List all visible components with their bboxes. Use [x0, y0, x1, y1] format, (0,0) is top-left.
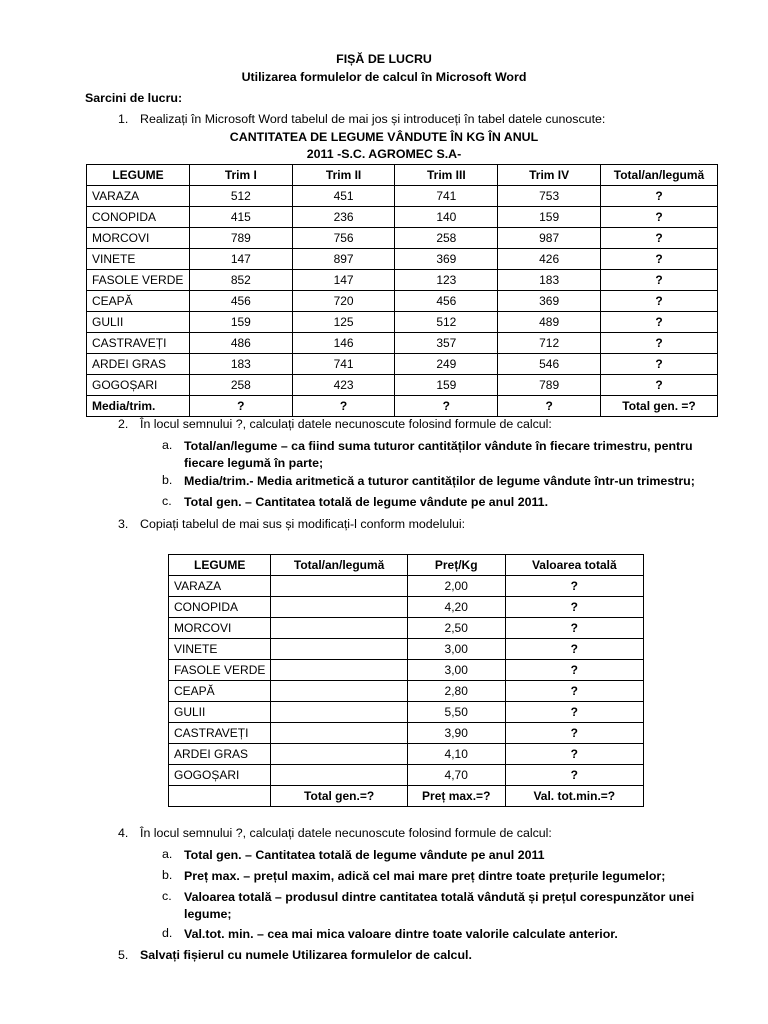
quantity-cell: 741 [292, 354, 395, 375]
sales-table-footer-cell: ? [395, 396, 498, 417]
vegetable-name-cell: MORCOVI [87, 228, 190, 249]
tasks-label: Sarcini de lucru: [85, 91, 183, 105]
list-item [184, 926, 719, 943]
total-value-cell: ? [505, 660, 643, 681]
total-quantity-cell [271, 597, 407, 618]
total-quantity-cell [271, 744, 407, 765]
vegetable-name-cell: GULII [87, 312, 190, 333]
quantity-cell: ? [601, 312, 718, 333]
vegetable-name-cell: FASOLE VERDE [87, 270, 190, 291]
price-table-header [169, 555, 644, 576]
price-table-row [169, 702, 644, 723]
price-table-header-cell: Preț/Kg [407, 555, 505, 576]
task3-text: Copiați tabelul de mai sus și modificați-l conform modelului: [140, 517, 466, 531]
price-table-header-cell: Valoarea totală [505, 555, 643, 576]
list-item [184, 438, 714, 472]
task1-text: Realizați în Microsoft Word tabelul de mai jos și introduceți în tabel datele cunoscute: [140, 112, 606, 126]
quantity-cell: 183 [189, 354, 292, 375]
quantity-cell: 456 [189, 291, 292, 312]
term-description: – Cantitatea totală de legume vândute pe anul 2011. [241, 495, 549, 509]
quantity-cell: 357 [395, 333, 498, 354]
total-value-cell: ? [505, 723, 643, 744]
quantity-cell: 159 [498, 207, 601, 228]
total-value-cell: ? [505, 618, 643, 639]
sales-table-header-cell: Trim II [292, 165, 395, 186]
sales-table-footer-cell: ? [189, 396, 292, 417]
sales-table-header-cell: Trim IV [498, 165, 601, 186]
term: Total/an/legume [184, 439, 278, 453]
price-table-row [169, 639, 644, 660]
price-table-footer-row [169, 786, 644, 807]
price-table-row [169, 681, 644, 702]
sales-table-row [87, 291, 718, 312]
quantity-cell: 147 [189, 249, 292, 270]
list-letter: c. [162, 494, 172, 508]
price-table-footer-cell: Val. tot.min.=? [505, 786, 643, 807]
total-value-cell: ? [505, 765, 643, 786]
term: Total gen. [184, 495, 242, 509]
quantity-cell: 183 [498, 270, 601, 291]
sales-table-row [87, 249, 718, 270]
term: Media/trim. [184, 474, 250, 488]
vegetable-name-cell: CEAPĂ [169, 681, 271, 702]
vegetable-name-cell: CONOPIDA [87, 207, 190, 228]
quantity-cell: 415 [189, 207, 292, 228]
quantity-cell: 852 [189, 270, 292, 291]
quantity-cell: ? [601, 375, 718, 396]
task4-text: În locul semnului ?, calculați datele necunoscute folosind formule de calcul: [140, 826, 552, 840]
total-quantity-cell [271, 660, 407, 681]
price-table-row [169, 660, 644, 681]
sales-table-row [87, 333, 718, 354]
price-table-row [169, 576, 644, 597]
quantity-cell: 486 [189, 333, 292, 354]
page-subtitle: Utilizarea formulelor de calcul în Microsoft Word [241, 70, 527, 84]
list-item [184, 868, 719, 885]
term-description: – ca fiind suma tuturor cantităților vândute în fiecare trimestru, pentru fiecare legumă în parte; [184, 439, 693, 470]
price-cell: 4,20 [407, 597, 505, 618]
task5-text: Salvați fișierul cu numele Utilizarea formulelor de calcul. [140, 948, 472, 962]
quantity-cell: 720 [292, 291, 395, 312]
sales-table-row [87, 375, 718, 396]
price-cell: 2,50 [407, 618, 505, 639]
sales-table-header-cell: LEGUME [87, 165, 190, 186]
quantity-cell: 426 [498, 249, 601, 270]
list-item [184, 847, 719, 864]
price-cell: 3,00 [407, 639, 505, 660]
quantity-cell: 159 [189, 312, 292, 333]
list-item [184, 889, 719, 923]
quantity-cell: 159 [395, 375, 498, 396]
total-quantity-cell [271, 723, 407, 744]
price-table [168, 554, 644, 807]
task2-number: 2. [118, 417, 129, 431]
price-table-header-cell: LEGUME [169, 555, 271, 576]
quantity-cell: 489 [498, 312, 601, 333]
list-letter: a. [162, 438, 173, 452]
price-table-header-cell: Total/an/legumă [271, 555, 407, 576]
sales-table-row [87, 228, 718, 249]
sales-table-footer-cell: ? [498, 396, 601, 417]
quantity-cell: 512 [189, 186, 292, 207]
total-quantity-cell [271, 702, 407, 723]
price-table-row [169, 723, 644, 744]
total-value-cell: ? [505, 597, 643, 618]
list-item [184, 473, 714, 490]
total-value-cell: ? [505, 681, 643, 702]
vegetable-name-cell: CONOPIDA [169, 597, 271, 618]
term-description: – prețul maxim, adică cel mai mare preț dintre toate prețurile legumelor; [239, 869, 666, 883]
task5-number: 5. [118, 948, 129, 962]
quantity-cell: ? [601, 228, 718, 249]
quantity-cell: 123 [395, 270, 498, 291]
sales-table-footer-cell: Media/trim. [87, 396, 190, 417]
list-item [184, 494, 714, 511]
table1-title-line2: 2011 -S.C. AGROMEC S.A- [306, 147, 462, 161]
total-value-cell: ? [505, 639, 643, 660]
quantity-cell: 258 [189, 375, 292, 396]
term: Preț max. [184, 869, 240, 883]
sales-table-row [87, 312, 718, 333]
quantity-cell: 741 [395, 186, 498, 207]
price-table-row [169, 618, 644, 639]
quantity-cell: 897 [292, 249, 395, 270]
vegetable-name-cell: GOGOȘARI [169, 765, 271, 786]
list-letter: b. [162, 868, 173, 882]
quantity-cell: 789 [189, 228, 292, 249]
price-cell: 3,00 [407, 660, 505, 681]
price-cell: 4,70 [407, 765, 505, 786]
quantity-cell: 512 [395, 312, 498, 333]
price-cell: 3,90 [407, 723, 505, 744]
term-description: – Cantitatea totală de legume vândute pe anul 2011 [241, 848, 545, 862]
quantity-cell: 753 [498, 186, 601, 207]
quantity-cell: 423 [292, 375, 395, 396]
quantity-cell: 369 [498, 291, 601, 312]
quantity-cell: 712 [498, 333, 601, 354]
term: Valoarea totală [184, 890, 272, 904]
quantity-cell: ? [601, 291, 718, 312]
total-quantity-cell [271, 639, 407, 660]
quantity-cell: 756 [292, 228, 395, 249]
total-quantity-cell [271, 618, 407, 639]
table1-title-line1: CANTITATEA DE LEGUME VÂNDUTE ÎN KG ÎN ANUL [229, 130, 539, 144]
sales-table-row [87, 354, 718, 375]
term: Total gen. [184, 848, 242, 862]
price-cell: 2,00 [407, 576, 505, 597]
sales-table-header [87, 165, 718, 186]
quantity-cell: 258 [395, 228, 498, 249]
quantity-cell: 456 [395, 291, 498, 312]
quantity-cell: ? [601, 207, 718, 228]
page-title: FIȘĂ DE LUCRU [336, 52, 432, 66]
quantity-cell: 369 [395, 249, 498, 270]
list-letter: b. [162, 473, 173, 487]
quantity-cell: 140 [395, 207, 498, 228]
sales-table-header-cell: Trim I [189, 165, 292, 186]
task1-number: 1. [118, 112, 129, 126]
vegetable-name-cell: CEAPĂ [87, 291, 190, 312]
sales-table [86, 164, 718, 417]
price-cell: 4,10 [407, 744, 505, 765]
quantity-cell: ? [601, 333, 718, 354]
quantity-cell: 249 [395, 354, 498, 375]
vegetable-name-cell: CASTRAVEȚI [169, 723, 271, 744]
price-cell: 5,50 [407, 702, 505, 723]
price-table-row [169, 765, 644, 786]
task2-text: În locul semnului ?, calculați datele necunoscute folosind formule de calcul: [140, 417, 552, 431]
vegetable-name-cell: FASOLE VERDE [169, 660, 271, 681]
term-description: – cea mai mica valoare dintre toate valorile calculate anterior. [253, 927, 618, 941]
vegetable-name-cell: ARDEI GRAS [87, 354, 190, 375]
total-value-cell: ? [505, 702, 643, 723]
sales-table-footer-cell: ? [292, 396, 395, 417]
total-quantity-cell [271, 765, 407, 786]
vegetable-name-cell: CASTRAVEȚI [87, 333, 190, 354]
task4-number: 4. [118, 826, 129, 840]
quantity-cell: 789 [498, 375, 601, 396]
sales-table-header-cell: Total/an/legumă [601, 165, 718, 186]
total-quantity-cell [271, 576, 407, 597]
sales-table-footer-row [87, 396, 718, 417]
quantity-cell: ? [601, 186, 718, 207]
quantity-cell: 125 [292, 312, 395, 333]
quantity-cell: ? [601, 270, 718, 291]
quantity-cell: 546 [498, 354, 601, 375]
price-table-footer-cell: Preț max.=? [407, 786, 505, 807]
term-description: – produsul dintre cantitatea totală vândută și prețul corespunzător unei legume; [184, 890, 695, 921]
price-table-row [169, 597, 644, 618]
quantity-cell: ? [601, 249, 718, 270]
list-letter: d. [162, 926, 173, 940]
sales-table-footer-cell: Total gen. =? [601, 396, 718, 417]
sales-table-row [87, 270, 718, 291]
price-table-footer-cell [169, 786, 271, 807]
sales-table-row [87, 186, 718, 207]
total-value-cell: ? [505, 744, 643, 765]
vegetable-name-cell: MORCOVI [169, 618, 271, 639]
total-quantity-cell [271, 681, 407, 702]
quantity-cell: 451 [292, 186, 395, 207]
quantity-cell: ? [601, 354, 718, 375]
price-cell: 2,80 [407, 681, 505, 702]
total-value-cell: ? [505, 576, 643, 597]
vegetable-name-cell: VARAZA [87, 186, 190, 207]
vegetable-name-cell: VINETE [87, 249, 190, 270]
quantity-cell: 146 [292, 333, 395, 354]
vegetable-name-cell: VINETE [169, 639, 271, 660]
price-table-row [169, 744, 644, 765]
quantity-cell: 147 [292, 270, 395, 291]
quantity-cell: 236 [292, 207, 395, 228]
list-letter: c. [162, 889, 172, 903]
price-table-footer-cell: Total gen.=? [271, 786, 407, 807]
list-letter: a. [162, 847, 173, 861]
vegetable-name-cell: ARDEI GRAS [169, 744, 271, 765]
sales-table-row [87, 207, 718, 228]
vegetable-name-cell: VARAZA [169, 576, 271, 597]
task3-number: 3. [118, 517, 129, 531]
vegetable-name-cell: GULII [169, 702, 271, 723]
sales-table-header-cell: Trim III [395, 165, 498, 186]
quantity-cell: 987 [498, 228, 601, 249]
term: Val.tot. min. [184, 927, 254, 941]
term-description: - Media aritmetică a tuturor cantităților de legume vândute într-un trimestru; [249, 474, 695, 488]
vegetable-name-cell: GOGOȘARI [87, 375, 190, 396]
